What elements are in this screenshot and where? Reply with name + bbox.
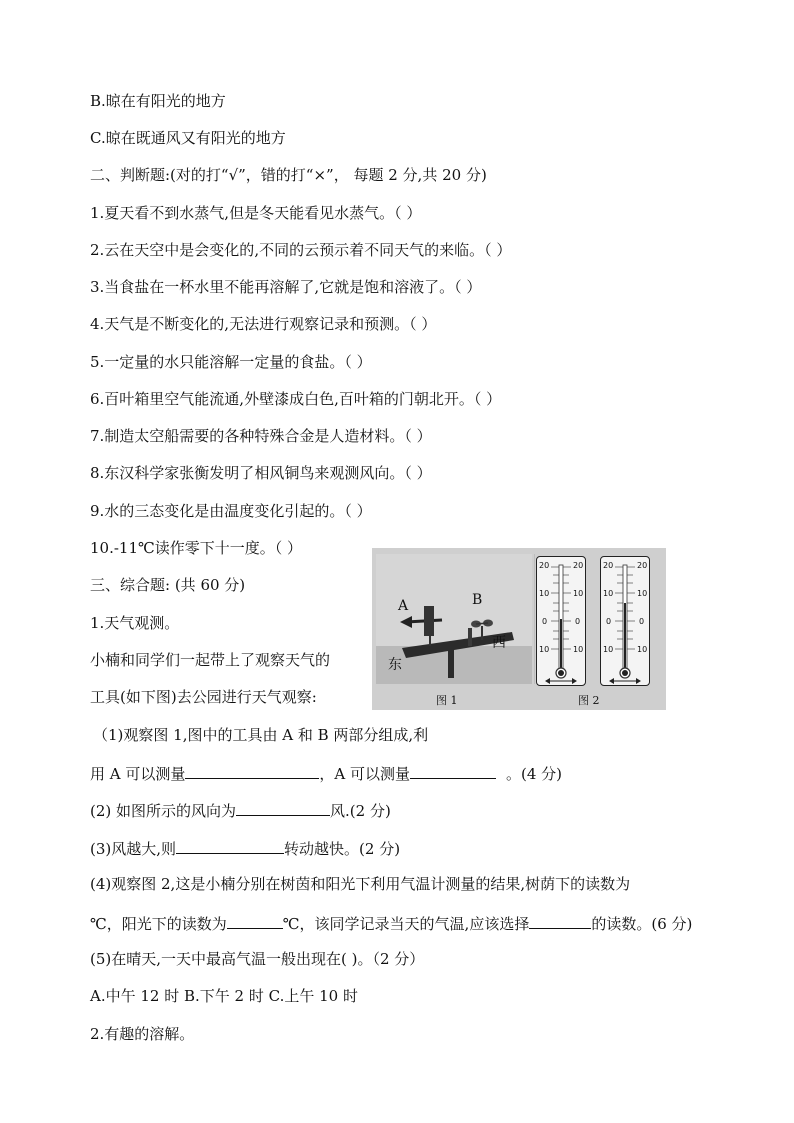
option-b: B.晾在有阳光的地方 — [90, 92, 226, 110]
caption-figure-1: 图 1 — [436, 694, 458, 707]
tick-label: 10 — [573, 645, 584, 654]
sub-question-5-options: A.中午 12 时 B.下午 2 时 C.上午 10 时 — [90, 987, 358, 1005]
sub-question-3 — [90, 837, 400, 859]
answer-blank[interactable] — [185, 762, 319, 779]
judge-item-2: 2.云在天空中是会变化的,不同的云预示着不同天气的来临。（ ） — [90, 241, 512, 259]
tick-label: 10 — [573, 589, 584, 598]
judge-item-8: 8.东汉科学家张衡发明了相风铜鸟来观测风向。（ ） — [90, 464, 432, 482]
judge-item-6: 6.百叶箱里空气能流通,外壁漆成白色,百叶箱的门朝北开。（ ） — [90, 390, 502, 408]
section-3-heading: 三、综合题: (共 60 分) — [90, 576, 246, 594]
answer-blank[interactable] — [529, 912, 591, 929]
text-segment: ℃，该同学记录当天的气温,应该选择 — [282, 915, 530, 933]
text-segment: 转动越快。(2 分) — [284, 840, 401, 858]
answer-blank[interactable] — [176, 837, 284, 854]
text-segment: (3)风越大,则 — [90, 840, 177, 858]
label-west: 西 — [492, 635, 506, 651]
tick-label: 10 — [603, 589, 614, 598]
judge-item-4: 4.天气是不断变化的,无法进行观察记录和预测。（ ） — [90, 315, 437, 333]
question-1-intro-b: 工具(如下图)去公园进行天气观察: — [90, 688, 317, 706]
tick-label: 10 — [637, 645, 648, 654]
tick-label: 0 — [575, 617, 581, 626]
question-1-intro-a: 小楠和同学们一起带上了观察天气的 — [90, 651, 331, 669]
judge-item-3: 3.当食盐在一杯水里不能再溶解了,它就是饱和溶液了。（ ） — [90, 278, 482, 296]
tick-label: 0 — [639, 617, 645, 626]
question-2-title: 2.有趣的溶解。 — [90, 1025, 195, 1043]
judge-item-9: 9.水的三态变化是由温度变化引起的。（ ） — [90, 502, 372, 520]
sub-question-2 — [90, 799, 391, 821]
text-segment: 。(4 分) — [505, 765, 563, 783]
answer-blank[interactable] — [227, 912, 283, 929]
label-b: B — [472, 592, 483, 608]
judge-item-10: 10.-11℃读作零下十一度。（ ） — [90, 539, 303, 557]
judge-item-1: 1.夏天看不到水蒸气,但是冬天能看见水蒸气。（ ） — [90, 204, 422, 222]
text-segment: ，A 可以测量 — [319, 765, 410, 783]
tick-label: 20 — [637, 561, 648, 570]
tick-label: 10 — [603, 645, 614, 654]
label-east: 东 — [388, 657, 402, 673]
thermometer-sun — [600, 556, 650, 686]
tick-label: 20 — [539, 561, 550, 570]
thermometer-shade — [536, 556, 586, 686]
tick-label: 0 — [542, 617, 548, 626]
text-segment: ℃，阳光下的读数为 — [90, 915, 227, 933]
text-segment: 风.(2 分) — [330, 802, 391, 820]
text-segment: (2) 如图所示的风向为 — [90, 802, 237, 820]
option-c: C.晾在既通风又有阳光的地方 — [90, 129, 286, 147]
sub-question-4-blanks — [90, 912, 692, 934]
text-segment: 的读数。(6 分) — [591, 915, 693, 933]
sub-question-5: (5)在晴天,一天中最高气温一般出现在( )。（2 分） — [90, 950, 425, 968]
answer-blank[interactable] — [410, 762, 496, 779]
text-segment: 用 A 可以测量 — [90, 765, 186, 783]
tick-label: 10 — [637, 589, 648, 598]
sub-question-1: （1)观察图 1,图中的工具由 A 和 B 两部分组成,利 — [93, 726, 429, 744]
sub-question-1-blanks — [90, 762, 562, 784]
sub-question-4: (4)观察图 2,这是小楠分别在树茵和阳光下利用气温计测量的结果,树荫下的读数为 — [90, 875, 631, 893]
section-2-heading: 二、判断题:(对的打“√”，错的打“×”， 每题 2 分,共 20 分) — [90, 166, 487, 184]
tick-label: 10 — [539, 645, 550, 654]
caption-figure-2: 图 2 — [578, 694, 600, 707]
tick-label: 20 — [603, 561, 614, 570]
weather-tools-figure — [372, 548, 666, 710]
tick-label: 10 — [539, 589, 550, 598]
tick-label: 0 — [606, 617, 612, 626]
answer-blank[interactable] — [236, 799, 330, 816]
judge-item-5: 5.一定量的水只能溶解一定量的食盐。（ ） — [90, 353, 372, 371]
judge-item-7: 7.制造太空船需要的各种特殊合金是人造材料。（ ） — [90, 427, 432, 445]
label-a: A — [398, 598, 409, 614]
question-1-title: 1.天气观测。 — [90, 614, 180, 632]
tick-label: 20 — [573, 561, 584, 570]
